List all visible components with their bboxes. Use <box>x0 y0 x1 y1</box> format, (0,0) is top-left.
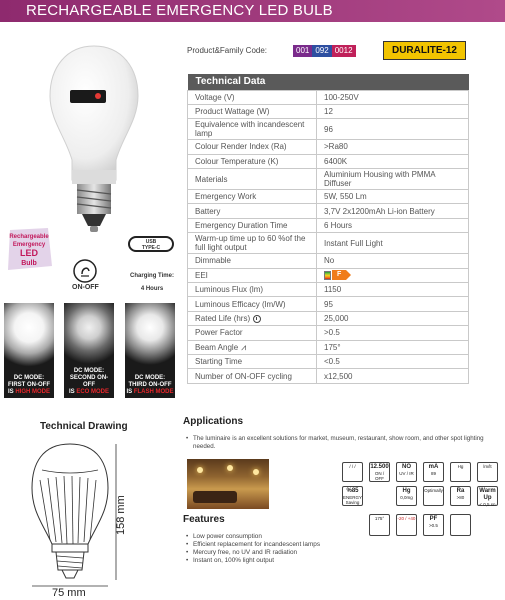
dc-mode-label: DC MODE: <box>73 368 105 374</box>
row-value: 6 Hours <box>317 218 469 232</box>
onoff-cycles-icon: 12.500 ON / OFF <box>370 464 389 481</box>
row-value: 96 <box>317 119 469 140</box>
row-label: Dimmable <box>188 254 317 268</box>
clock-icon <box>253 315 261 323</box>
battery-icon: mA 89 <box>423 462 444 482</box>
list-item: • Mercury free, no UV and IR radiation <box>186 549 320 557</box>
dc-mode-step: FIRST ON-OFF <box>8 382 50 388</box>
dc-mode-step: SECOND ON-OFF <box>69 375 109 388</box>
row-label: Battery <box>188 204 317 218</box>
height-dimension: 158 mm <box>115 495 127 535</box>
row-value: <0.5 <box>317 354 469 368</box>
row-label: Luminous Flux (lm) <box>188 283 317 297</box>
width-dimension: 75 mm <box>52 587 86 599</box>
row-value: 6400K <box>317 154 469 168</box>
cri-icon: Ra >80 <box>450 486 471 506</box>
beam-angle-icon: 175° <box>369 514 390 536</box>
usb-line1: USB <box>145 239 157 245</box>
dc-mode-label: DC MODE: <box>134 375 166 381</box>
row-label <box>188 340 317 354</box>
row-value: x12,500 <box>317 369 469 383</box>
table-row <box>188 104 469 118</box>
row-value: 3,7V 2x1200mAh Li-ion Battery <box>317 204 469 218</box>
features-list <box>186 533 320 565</box>
row-value: 175° <box>317 340 469 354</box>
row-value: 25,000 <box>317 311 469 325</box>
charging-time <box>126 270 178 296</box>
table-row <box>188 233 469 254</box>
eei-value: F <box>332 270 346 280</box>
table-row <box>188 190 469 204</box>
dc-mode-step: THIRD ON-OFF <box>128 382 172 388</box>
technical-drawing-title: Technical Drawing <box>40 421 128 432</box>
dc-mode-panel-flash <box>125 303 175 398</box>
row-label: Voltage (V) <box>188 90 317 104</box>
emergency-badge <box>4 226 54 272</box>
code-2: 092 <box>312 45 331 57</box>
row-label: Warm-up time up to 60 %of the full light output <box>188 233 317 254</box>
beam-angle-icon: ⩘ <box>241 341 247 352</box>
dc-mode-panel-eco <box>64 303 114 398</box>
table-row <box>188 297 469 311</box>
energy-label-icon <box>324 270 346 280</box>
dimmer-icon: / / / <box>342 462 363 482</box>
dc-mode-name: FLASH MODE <box>133 389 174 395</box>
list-item: • Instant on, 100% light output <box>186 557 320 565</box>
row-label: Number of ON-OFF cycling <box>188 369 317 383</box>
row-label: Equivalence with incandescent lamp <box>188 119 317 140</box>
brand-label: DURALITE-12 <box>383 41 466 60</box>
no-mercury-icon: Hg <box>450 462 471 482</box>
table-row <box>188 369 469 383</box>
row-value: 12 <box>317 104 469 118</box>
row-label: Materials <box>188 169 317 190</box>
row-value: Aluminium Housing with PMMA Diffuser <box>317 169 469 190</box>
dc-mode-name: ECO MODE <box>76 389 109 395</box>
row-value: >0.5 <box>317 326 469 340</box>
table-row <box>188 140 469 154</box>
row-label: Power Factor <box>188 326 317 340</box>
badge-line1: Rechargeable <box>9 234 49 240</box>
table-row <box>188 169 469 190</box>
table-row <box>188 283 469 297</box>
table-row <box>188 268 469 282</box>
table-row <box>188 254 469 268</box>
row-label: Emergency Work <box>188 190 317 204</box>
row-label: Product Wattage (W) <box>188 104 317 118</box>
energy-saving-icon: %85 ENERGY Saving <box>343 488 363 505</box>
row-value: >Ra80 <box>317 140 469 154</box>
table-row <box>188 154 469 168</box>
row-value: Instant Full Light <box>317 233 469 254</box>
table-row <box>188 311 469 325</box>
table-row <box>188 340 469 354</box>
dc-mode-label: DC MODE: <box>13 375 45 381</box>
table-row <box>188 119 469 140</box>
product-family-label: Product&Family Code: <box>187 46 268 55</box>
row-label <box>188 311 317 325</box>
row-value: 95 <box>317 297 469 311</box>
row-value: No <box>317 254 469 268</box>
temperature-icon: -20 / +40 <box>396 514 417 536</box>
eei-cell <box>317 268 469 282</box>
row-label: Emergency Duration Time <box>188 218 317 232</box>
table-row <box>188 90 469 104</box>
no-uv-ir-icon: NO UV / IR <box>396 462 417 482</box>
applications-title: Applications <box>183 416 244 427</box>
dc-mode-panel-high <box>4 303 54 398</box>
beam-angle-label: Beam Angle <box>195 342 239 352</box>
charging-value: 4 Hours <box>140 286 164 292</box>
dc-mode-name: HIGH MODE <box>15 389 50 395</box>
table-row <box>188 218 469 232</box>
table-row <box>188 326 469 340</box>
row-label: Colour Temperature (K) <box>188 154 317 168</box>
rated-life-label: Rated Life (hrs) <box>195 313 251 323</box>
features-title: Features <box>183 514 225 525</box>
dc-mode-is: IS <box>7 389 16 395</box>
usb-type-c-icon <box>125 236 177 252</box>
bulb-image <box>44 42 144 242</box>
code-1: 001 <box>293 45 312 57</box>
badge-line4: Bulb <box>21 260 37 267</box>
badge-line2: Emergency <box>12 242 46 248</box>
application-photo <box>187 459 269 509</box>
technical-data-table <box>187 74 469 384</box>
list-item: • Efficient replacement for incandescent lamps <box>186 541 320 549</box>
warmup-icon: Warm Up < 0,5 sn <box>477 486 498 506</box>
optimal-icon: Optimally <box>423 486 444 506</box>
page-title: RECHARGEABLE EMERGENCY LED BULB <box>0 0 505 22</box>
lifetime-icon: lm/lt <box>477 462 498 482</box>
power-factor-icon: PF >0.5 <box>423 514 444 536</box>
dc-mode-is: IS <box>68 389 77 395</box>
on-off-label: ON-OFF <box>72 284 99 291</box>
list-item: • Low power consumption <box>186 533 320 541</box>
usb-line2: TYPE-C <box>141 245 161 251</box>
dc-mode-is: IS <box>126 389 134 395</box>
row-value: 1150 <box>317 283 469 297</box>
technical-data-header: Technical Data <box>188 74 469 90</box>
charging-label: Charging Time: <box>130 273 174 279</box>
technical-drawing <box>20 440 120 595</box>
badge-line3: LED <box>20 248 38 258</box>
row-label: EEI <box>188 268 317 282</box>
safety-icon <box>450 514 471 536</box>
applications-text: • The luminaire is an excellent solutions for market, museum, restaurant, show room, and other spot lighting needed. <box>186 435 491 451</box>
row-label: Luminous Efficacy (lm/W) <box>188 297 317 311</box>
code-3: 0012 <box>332 45 356 57</box>
row-label: Colour Render Index (Ra) <box>188 140 317 154</box>
row-label: Starting Time <box>188 354 317 368</box>
product-codes <box>293 45 356 57</box>
row-value: 5W, 550 Lm <box>317 190 469 204</box>
mercury-0-icon: Hg 0,0mg <box>396 486 417 506</box>
table-row <box>188 354 469 368</box>
table-row <box>188 204 469 218</box>
row-value: 100-250V <box>317 90 469 104</box>
